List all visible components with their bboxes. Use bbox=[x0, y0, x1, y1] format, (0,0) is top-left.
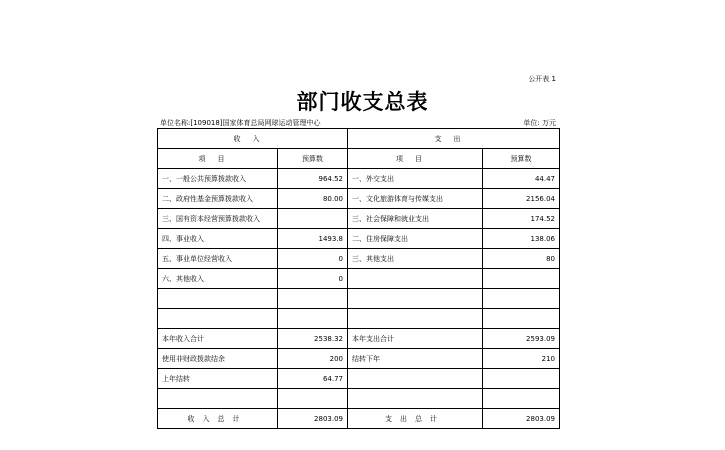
table-row bbox=[158, 289, 560, 309]
expense-value: 80 bbox=[483, 249, 560, 269]
expense-item-header: 项目 bbox=[348, 149, 483, 169]
page-title: 部门收支总表 bbox=[296, 90, 429, 114]
income-item: 三、国有资本经营预算拨款收入 bbox=[158, 209, 278, 229]
income-value bbox=[278, 289, 348, 309]
income-item: 二、政府性基金预算拨款收入 bbox=[158, 189, 278, 209]
income-item: 四、事业收入 bbox=[158, 229, 278, 249]
empty-cell bbox=[348, 389, 483, 409]
expense-item: 二、住房保障支出 bbox=[348, 229, 483, 249]
income-value: 64.77 bbox=[278, 369, 348, 389]
expense-value: 138.06 bbox=[483, 229, 560, 249]
empty-row bbox=[158, 389, 560, 409]
income-value bbox=[278, 309, 348, 329]
income-value bbox=[278, 209, 348, 229]
income-value: 200 bbox=[278, 349, 348, 369]
expense-budget-header: 预算数 bbox=[483, 149, 560, 169]
expense-value: 210 bbox=[483, 349, 560, 369]
currency-unit: 单位: 万元 bbox=[523, 119, 556, 127]
expense-value: 2156.04 bbox=[483, 189, 560, 209]
column-header-row bbox=[158, 149, 560, 169]
budget-table bbox=[157, 128, 560, 429]
expense-total-value: 2803.09 bbox=[483, 409, 560, 429]
table-row bbox=[158, 229, 560, 249]
income-item: 本年收入合计 bbox=[158, 329, 278, 349]
income-value: 1493.8 bbox=[278, 229, 348, 249]
expense-item bbox=[348, 269, 483, 289]
expense-value: 2593.09 bbox=[483, 329, 560, 349]
expense-value bbox=[483, 289, 560, 309]
section-header-row bbox=[158, 129, 560, 149]
table-row bbox=[158, 309, 560, 329]
income-item bbox=[158, 289, 278, 309]
summary-row bbox=[158, 349, 560, 369]
table-row bbox=[158, 209, 560, 229]
income-value: 0 bbox=[278, 249, 348, 269]
income-section-header: 收入 bbox=[158, 129, 348, 149]
income-item: 六、其他收入 bbox=[158, 269, 278, 289]
empty-cell bbox=[483, 389, 560, 409]
expense-value bbox=[483, 369, 560, 389]
income-item: 使用非财政拨款结余 bbox=[158, 349, 278, 369]
unit-name: 单位名称:[109018]国家体育总局网球运动管理中心 bbox=[160, 119, 321, 127]
income-budget-header: 预算数 bbox=[278, 149, 348, 169]
summary-row bbox=[158, 369, 560, 389]
expense-item bbox=[348, 309, 483, 329]
totals-row bbox=[158, 409, 560, 429]
form-number: 公开表 1 bbox=[528, 75, 556, 83]
income-item: 五、事业单位经营收入 bbox=[158, 249, 278, 269]
summary-row bbox=[158, 329, 560, 349]
expense-item: 本年支出合计 bbox=[348, 329, 483, 349]
expense-value: 174.52 bbox=[483, 209, 560, 229]
expense-value: 44.47 bbox=[483, 169, 560, 189]
expense-value bbox=[483, 309, 560, 329]
income-item: 上年结转 bbox=[158, 369, 278, 389]
income-item bbox=[158, 309, 278, 329]
expense-item: 结转下年 bbox=[348, 349, 483, 369]
income-total-label: 收入总计 bbox=[158, 409, 278, 429]
expense-item: 一、外交支出 bbox=[348, 169, 483, 189]
income-item: 一、一般公共预算拨款收入 bbox=[158, 169, 278, 189]
income-value: 964.52 bbox=[278, 169, 348, 189]
empty-cell bbox=[278, 389, 348, 409]
expense-value bbox=[483, 269, 560, 289]
table-row bbox=[158, 169, 560, 189]
expense-item bbox=[348, 289, 483, 309]
expense-section-header: 支出 bbox=[348, 129, 560, 149]
income-total-value: 2803.09 bbox=[278, 409, 348, 429]
expense-item: 三、其他支出 bbox=[348, 249, 483, 269]
income-value: 0 bbox=[278, 269, 348, 289]
income-item-header: 项目 bbox=[158, 149, 278, 169]
income-value: 2538.32 bbox=[278, 329, 348, 349]
expense-item bbox=[348, 369, 483, 389]
table-row bbox=[158, 189, 560, 209]
expense-total-label: 支出总计 bbox=[348, 409, 483, 429]
table-row bbox=[158, 249, 560, 269]
table-row bbox=[158, 269, 560, 289]
expense-item: 一、文化旅游体育与传媒支出 bbox=[348, 189, 483, 209]
empty-cell bbox=[158, 389, 278, 409]
income-value: 80.00 bbox=[278, 189, 348, 209]
expense-item: 三、社会保障和就业支出 bbox=[348, 209, 483, 229]
